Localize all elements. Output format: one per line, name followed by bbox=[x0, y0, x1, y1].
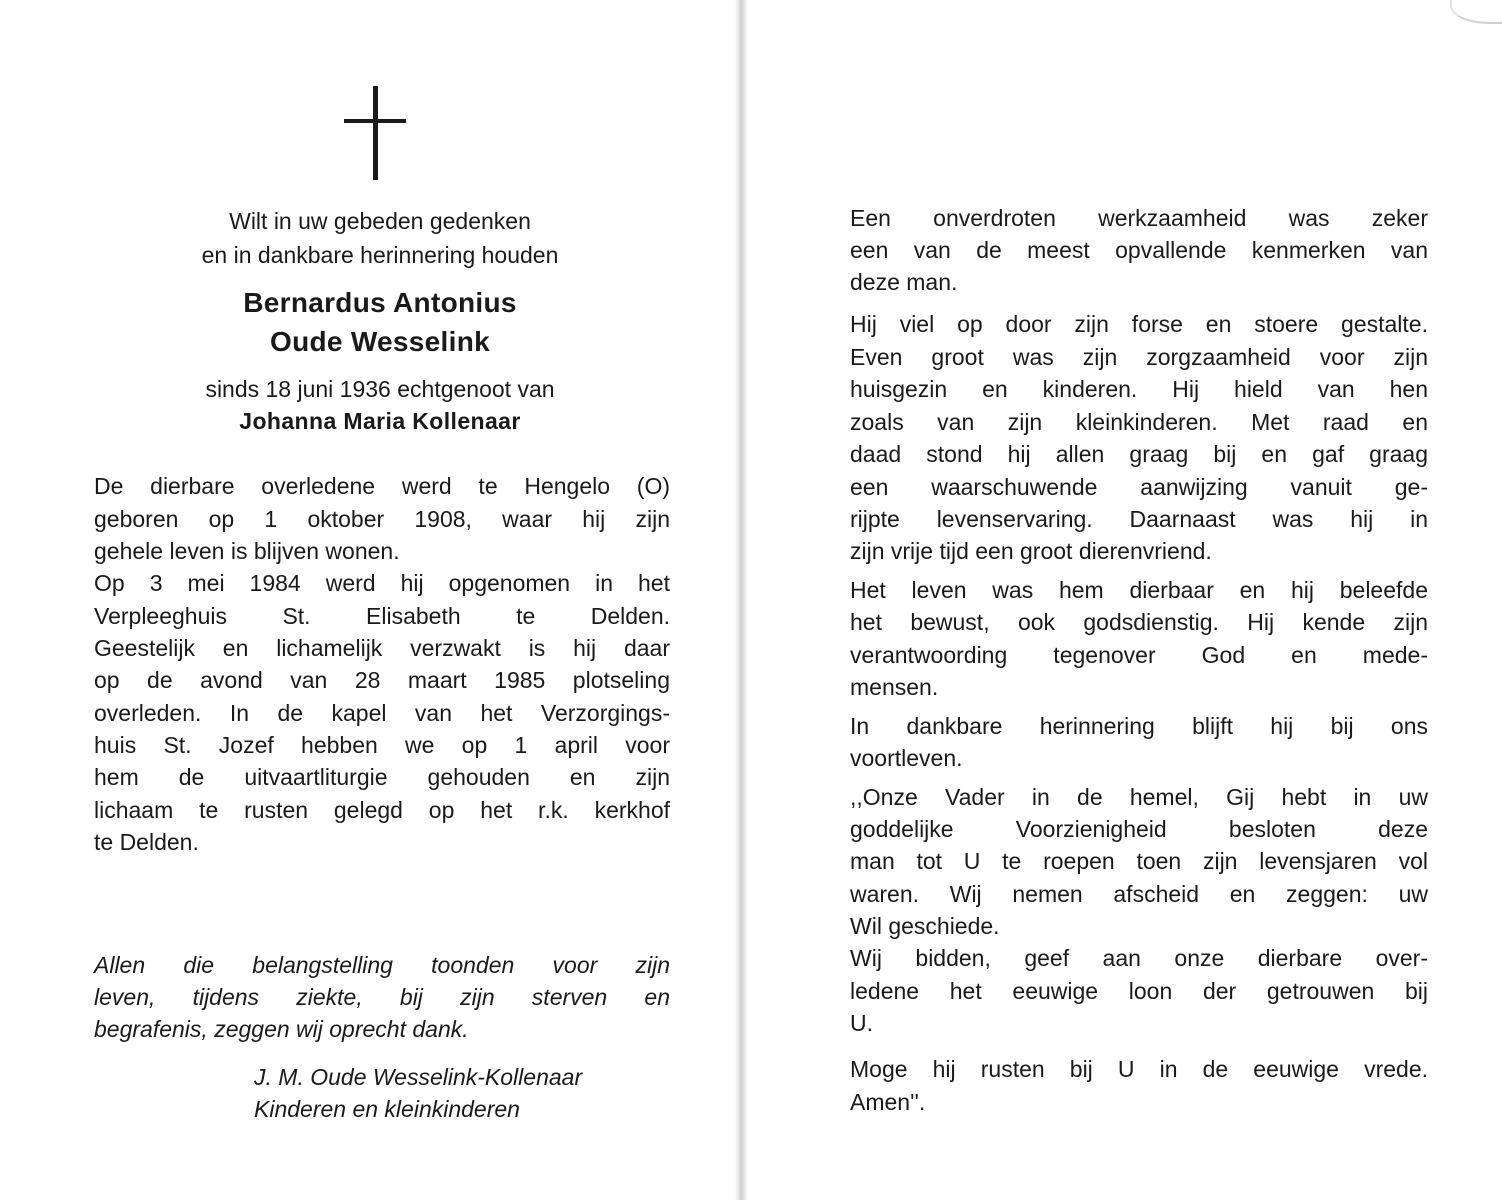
text-line: rijpte levenservaring. Daarnaast was hij in bbox=[850, 506, 1428, 532]
text-line: daad stond hij allen graag bij en gaf graag bbox=[850, 441, 1428, 467]
text-line: goddelijke Voorzienigheid besloten deze bbox=[850, 816, 1428, 842]
bio-line: hem de uitvaartliturgie gehouden en zijn bbox=[94, 764, 670, 790]
card-fold bbox=[734, 0, 748, 1200]
text-line: man tot U te roepen toen zijn levensjaren vol bbox=[850, 848, 1428, 874]
intro-line: Wilt in uw gebeden gedenken bbox=[229, 208, 531, 234]
text-line: Hij viel op door zijn forse en stoere gestalte. bbox=[850, 311, 1428, 337]
bio-line: overleden. In de kapel van het Verzorgings- bbox=[94, 700, 670, 726]
text-line: voortleven. bbox=[850, 745, 963, 771]
bio-line: Verpleeghuis St. Elisabeth te Delden. bbox=[94, 603, 670, 629]
thanks-line: Allen die belangstelling toonden voor zijn bbox=[94, 952, 670, 978]
text-line: deze man. bbox=[850, 269, 958, 295]
text-line: ,,Onze Vader in de hemel, Gij hebt in uw bbox=[850, 784, 1428, 810]
text-line: een van de meest opvallende kenmerken van bbox=[850, 237, 1428, 263]
deceased-surname: Oude Wesselink bbox=[270, 326, 490, 357]
bio-line: lichaam te rusten gelegd op het r.k. kerkhof bbox=[94, 797, 670, 823]
marriage-line: sinds 18 juni 1936 echtgenoot van bbox=[205, 376, 555, 402]
bio-line: gehele leven is blijven wonen. bbox=[94, 538, 400, 564]
text-line: een waarschuwende aanwijzing vanuit ge- bbox=[850, 474, 1428, 500]
text-line: U. bbox=[850, 1010, 873, 1036]
bio-line: Op 3 mei 1984 werd hij opgenomen in het bbox=[94, 570, 670, 596]
text-line: waren. Wij nemen afscheid en zeggen: uw bbox=[850, 881, 1428, 907]
bio-line: geboren op 1 oktober 1908, waar hij zijn bbox=[94, 506, 670, 532]
bio-line: De dierbare overledene werd te Hengelo (O) bbox=[94, 473, 670, 499]
text-line: Wij bidden, geef aan onze dierbare over- bbox=[850, 945, 1428, 971]
text-line: verantwoording tegenover God en mede- bbox=[850, 642, 1428, 668]
deceased-name: Bernardus Antonius bbox=[243, 287, 517, 318]
text-line: het bewust, ook godsdienstig. Hij kende zijn bbox=[850, 609, 1428, 635]
text-line: huisgezin en kinderen. Hij hield van hen bbox=[850, 376, 1428, 402]
intro-line: en in dankbare herinnering houden bbox=[201, 242, 559, 268]
spouse-name: Johanna Maria Kollenaar bbox=[239, 408, 521, 434]
bio-line: huis St. Jozef hebben we op 1 april voor bbox=[94, 732, 670, 758]
text-line: In dankbare herinnering blijft hij bij ons bbox=[850, 713, 1428, 739]
signature-family: J. M. Oude Wesselink-Kollenaar bbox=[254, 1064, 583, 1090]
signature-children: Kinderen en kleinkinderen bbox=[254, 1096, 520, 1122]
card-corner-curl bbox=[1450, 0, 1502, 24]
text-line: Het leven was hem dierbaar en hij beleefde bbox=[850, 577, 1428, 603]
bio-line: te Delden. bbox=[94, 829, 199, 855]
thanks-line: leven, tijdens ziekte, bij zijn sterven en bbox=[94, 984, 670, 1010]
text-line: Even groot was zijn zorgzaamheid voor zijn bbox=[850, 344, 1428, 370]
bio-line: Geestelijk en lichamelijk verzwakt is hij daar bbox=[94, 635, 670, 661]
text-line: Moge hij rusten bij U in de eeuwige vrede. bbox=[850, 1056, 1428, 1082]
bio-line: op de avond van 28 maart 1985 plotseling bbox=[94, 667, 670, 693]
text-line: Amen''. bbox=[850, 1089, 926, 1115]
text-line: ledene het eeuwige loon der getrouwen bij bbox=[850, 978, 1428, 1004]
text-line: Wil geschiede. bbox=[850, 913, 1000, 939]
cross-icon bbox=[344, 86, 406, 180]
text-line: mensen. bbox=[850, 674, 939, 700]
text-line: Een onverdroten werkzaamheid was zeker bbox=[850, 205, 1428, 231]
text-line: zoals van zijn kleinkinderen. Met raad en bbox=[850, 409, 1428, 435]
text-line: zijn vrije tijd een groot dierenvriend. bbox=[850, 538, 1212, 564]
thanks-line: begrafenis, zeggen wij oprecht dank. bbox=[94, 1016, 469, 1042]
